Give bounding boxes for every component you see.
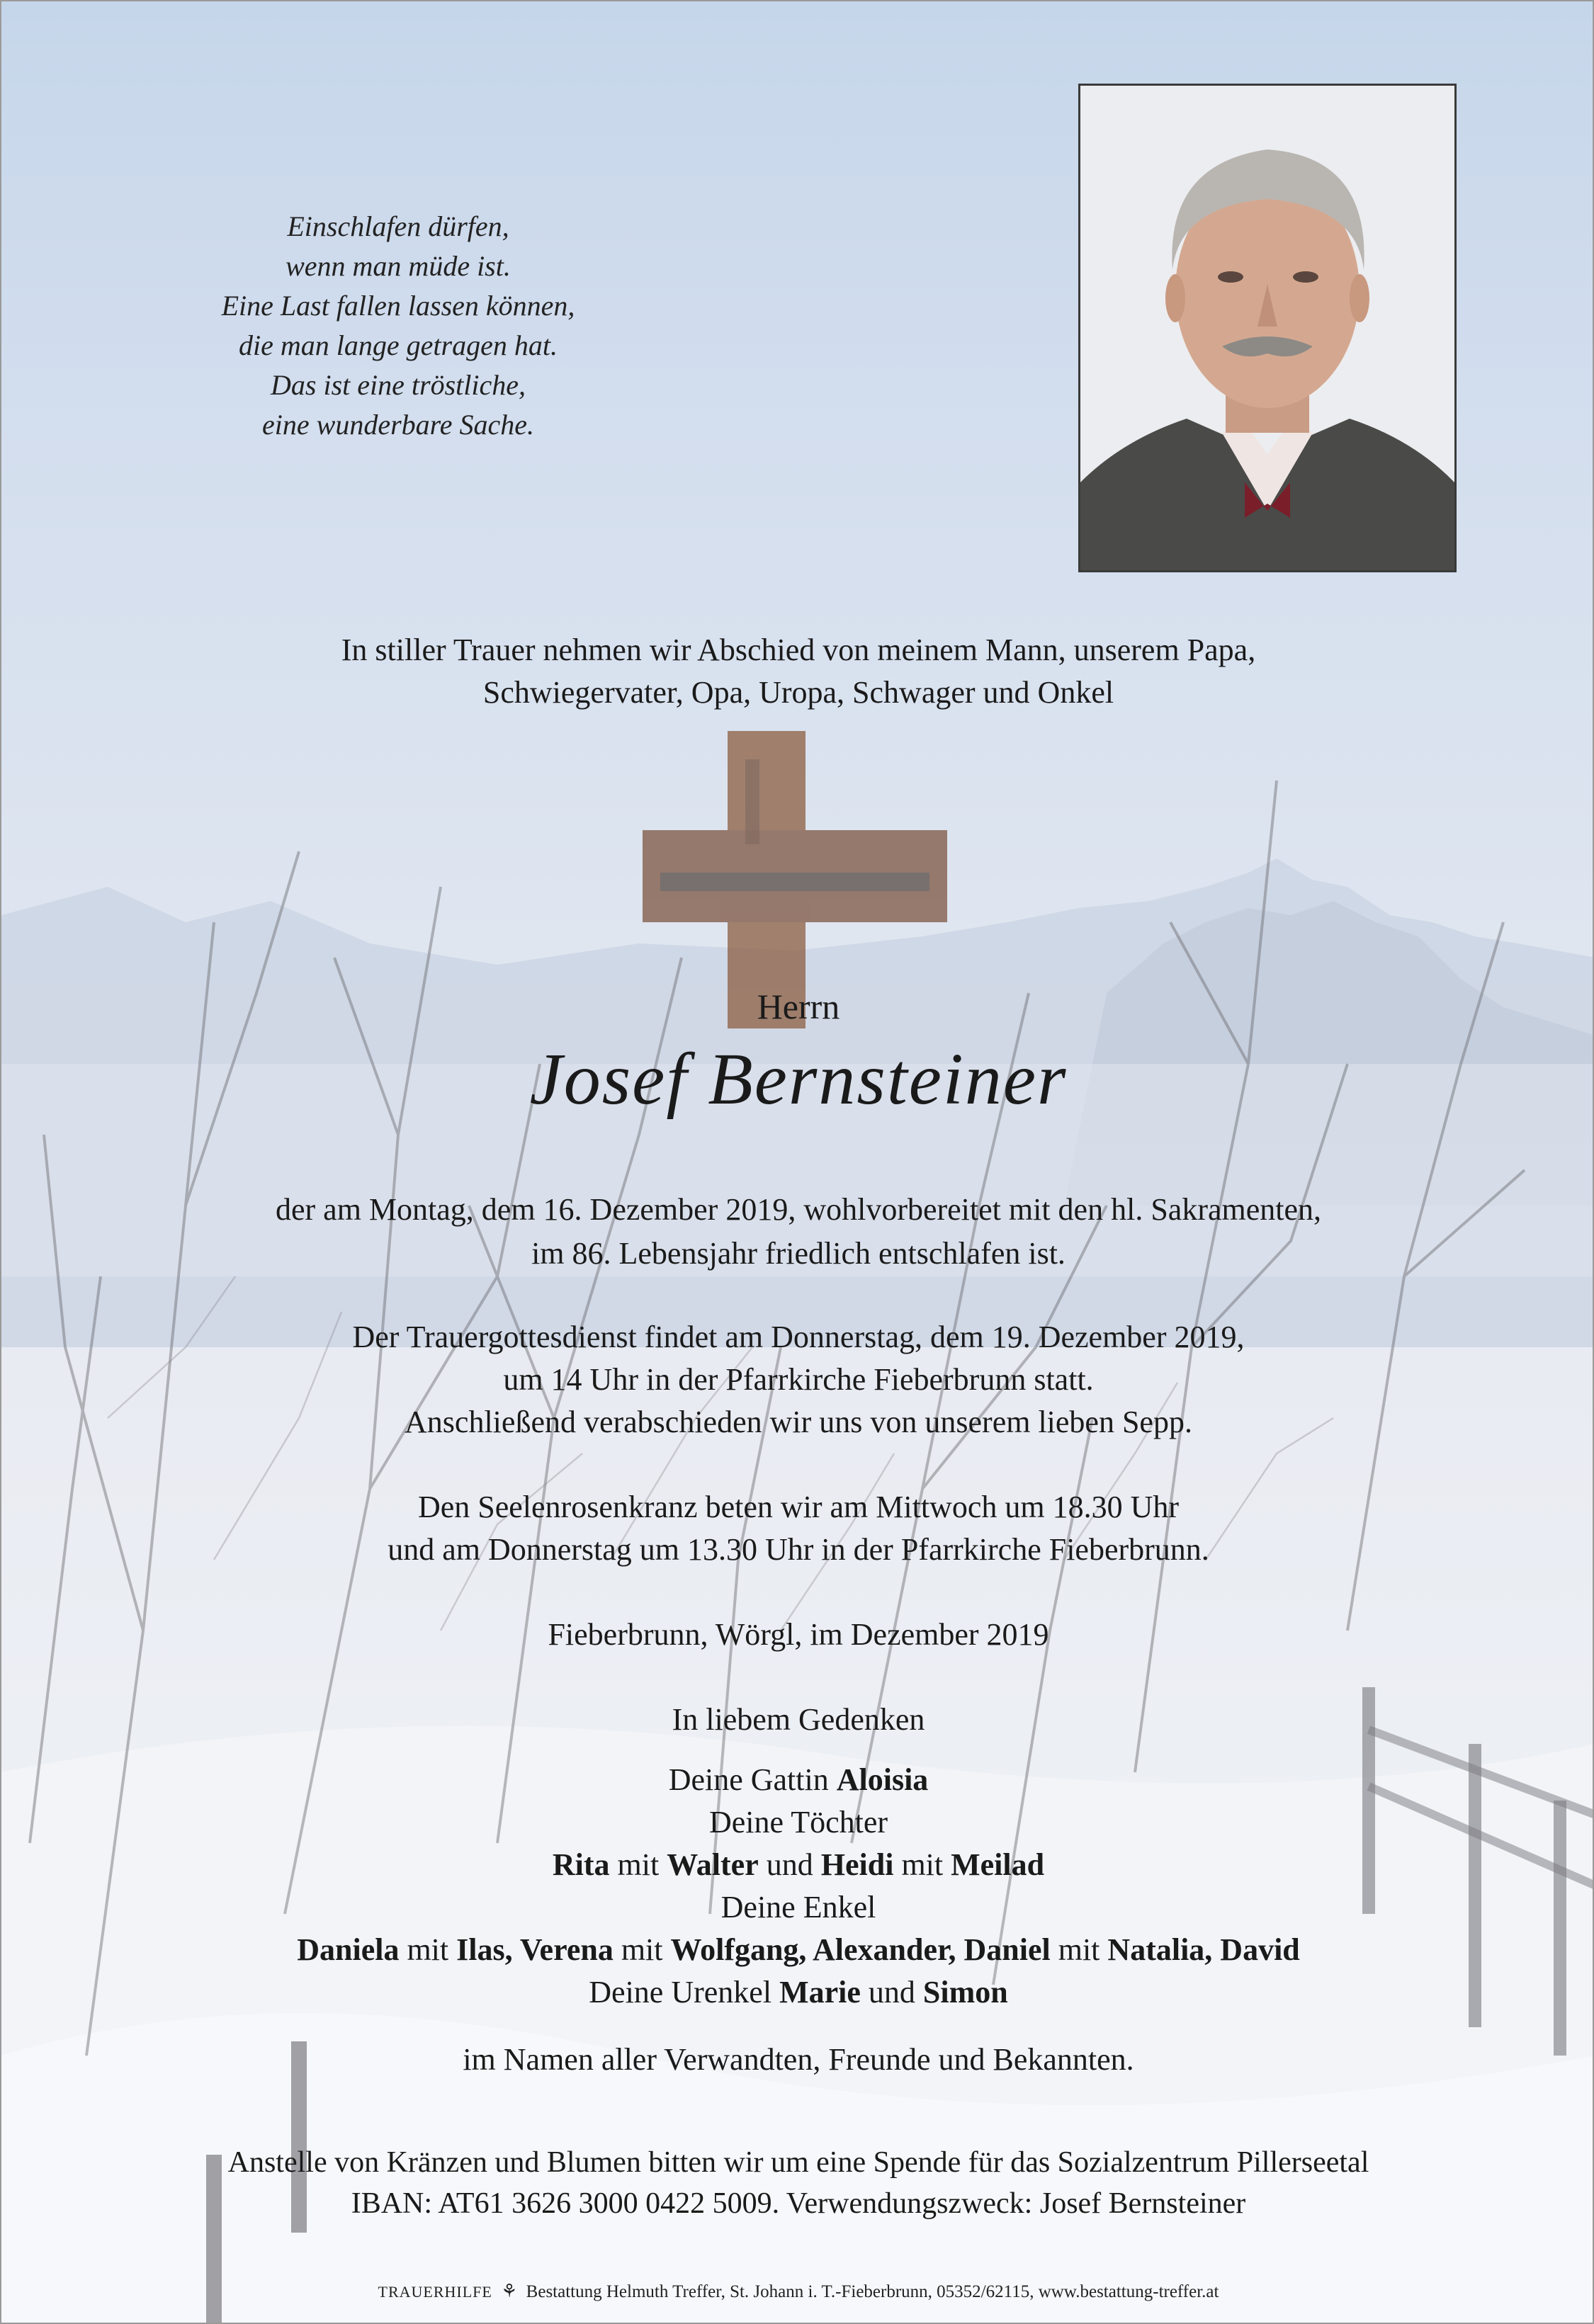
death-notice-line-2: im 86. Lebensjahr friedlich entschlafen ist.: [531, 1236, 1066, 1271]
place-date: Fieberbrunn, Wörgl, im Dezember 2019: [548, 1617, 1049, 1652]
death-notice-line-1: der am Montag, dem 16. Dezember 2019, wohlvorbereitet mit den hl. Sakramenten,: [275, 1192, 1322, 1227]
footer-text: Bestattung Helmuth Treffer, St. Johann i. T.-Fieberbrunn, 05352/62115, www.bestattung-treffer.at: [526, 2282, 1219, 2301]
donation-line-1: Anstelle von Kränzen und Blumen bitten wir um eine Spende für das Sozialzentrum Pillerseetal: [227, 2146, 1369, 2179]
connector: mit: [399, 1932, 457, 1967]
donation-line-2: IBAN: AT61 3626 3000 0422 5009. Verwendungszweck: Josef Bernsteiner: [351, 2187, 1246, 2220]
partner-name: Walter: [667, 1847, 759, 1882]
poem-line: Einschlafen dürfen,: [287, 210, 509, 242]
grandchild-names: Wolfgang, Alexander, Daniel: [670, 1932, 1051, 1967]
connector: mit: [893, 1847, 951, 1882]
daughters-label: Deine Töchter: [708, 1805, 888, 1840]
service-line-2: um 14 Uhr in der Pfarrkirche Fieberbrunn statt.: [503, 1362, 1094, 1397]
wife-name: Aloisia: [836, 1762, 929, 1797]
relatives-line: im Namen aller Verwandten, Freunde und Bekannten.: [463, 2042, 1134, 2077]
grandchild-names: Ilas, Verena: [456, 1932, 614, 1967]
great-grandchildren-line: [1, 1971, 1594, 2014]
poem: [214, 207, 582, 445]
daughter-name: Heidi: [820, 1847, 894, 1882]
poem-line: die man lange getragen hat.: [239, 329, 558, 361]
great-grandchild-name: Marie: [779, 1975, 861, 2010]
poem-line: eine wunderbare Sache.: [262, 409, 534, 441]
grandchild-names: Natalia, David: [1107, 1932, 1300, 1967]
deceased-name: Josef Bernsteiner: [529, 1038, 1068, 1120]
rosary-line-2: und am Donnerstag um 13.30 Uhr in der Pfarrkirche Fieberbrunn.: [388, 1532, 1209, 1567]
flower-icon: ⚘: [501, 2281, 518, 2301]
intro-line-2: Schwiegervater, Opa, Uropa, Schwager und Onkel: [482, 675, 1114, 710]
service-line-1: Der Trauergottesdienst findet am Donnerstag, dem 19. Dezember 2019,: [352, 1320, 1245, 1354]
poem-line: Eine Last fallen lassen können,: [221, 290, 575, 322]
memorial-heading: In liebem Gedenken: [672, 1702, 925, 1737]
connector: und: [860, 1975, 923, 2010]
great-grandchild-name: Simon: [922, 1975, 1008, 2010]
great-grandchildren-label: Deine Urenkel: [589, 1975, 780, 2010]
salutation: Herrn: [757, 987, 840, 1026]
footer-brand: TRAUERHILFE: [378, 2283, 492, 2301]
connector: mit: [609, 1847, 667, 1882]
portrait-photo: [1078, 84, 1457, 572]
daughter-name: Rita: [552, 1847, 610, 1882]
connector: mit: [613, 1932, 671, 1967]
partner-name: Meilad: [951, 1847, 1045, 1882]
grandchildren-line: [1, 1928, 1594, 1972]
footer: [1, 2281, 1594, 2302]
grandchild-name: Daniela: [297, 1932, 400, 1967]
connector: und: [758, 1847, 821, 1882]
grandchildren-label: Deine Enkel: [720, 1890, 876, 1925]
wife-line: [1, 1758, 1594, 1802]
wife-label: Deine Gattin: [668, 1762, 837, 1797]
intro-line-1: In stiller Trauer nehmen wir Abschied von meinem Mann, unserem Papa,: [341, 633, 1256, 667]
daughters-line: [1, 1843, 1594, 1887]
poem-line: wenn man müde ist.: [286, 250, 511, 282]
rosary-line-1: Den Seelenrosenkranz beten wir am Mittwoch um 18.30 Uhr: [417, 1490, 1180, 1524]
connector: mit: [1050, 1932, 1108, 1967]
service-line-3: Anschließend verabschieden wir uns von unserem lieben Sepp.: [405, 1405, 1192, 1439]
poem-line: Das ist eine tröstliche,: [271, 369, 526, 401]
